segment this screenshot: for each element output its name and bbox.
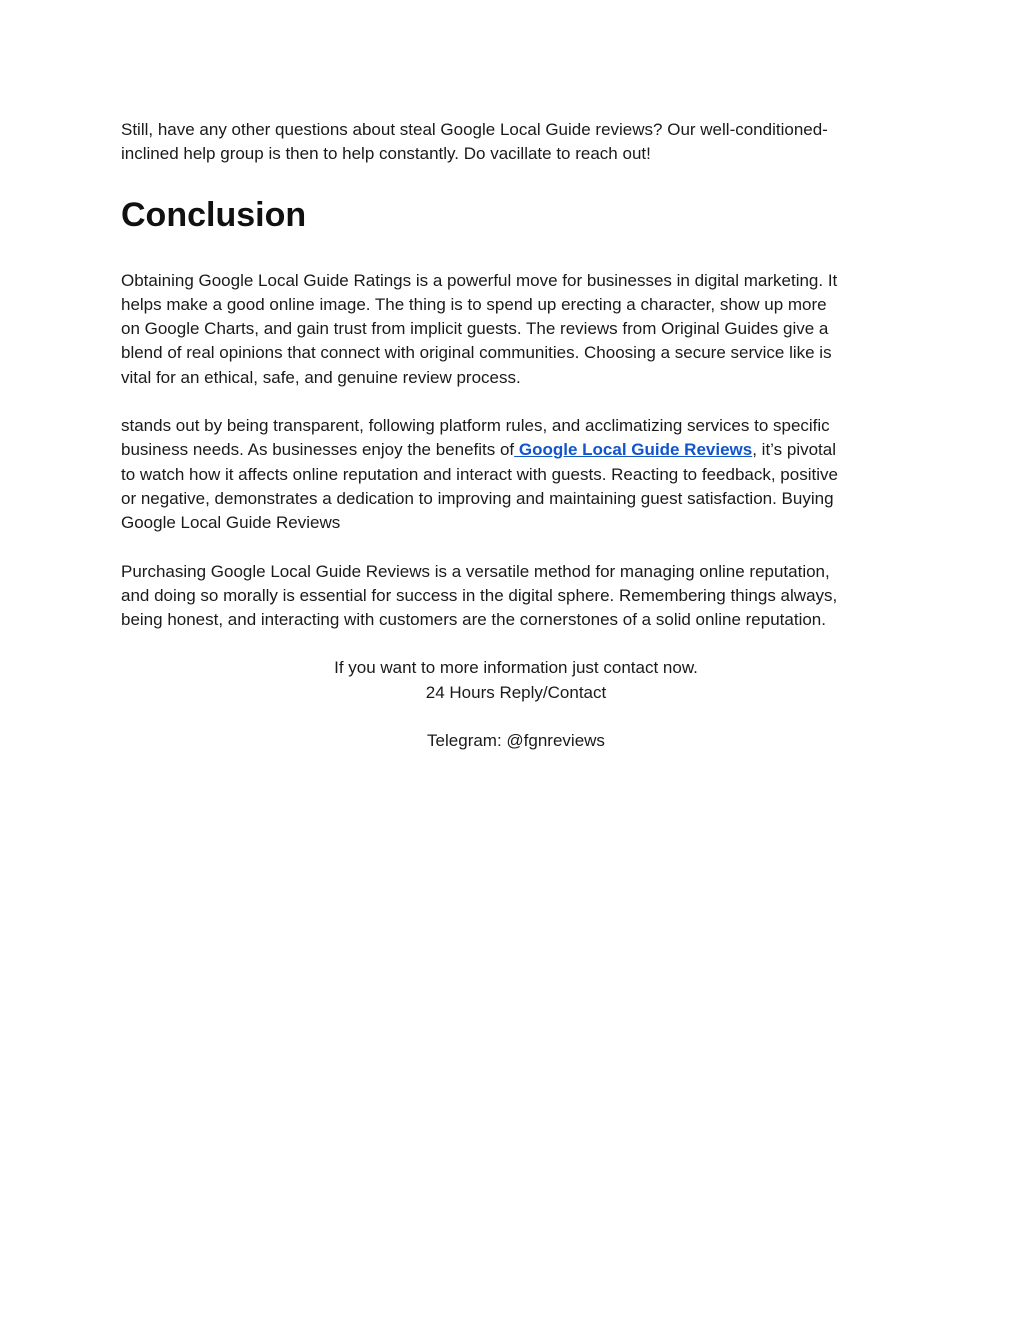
document-page xyxy=(121,118,911,753)
contact-block xyxy=(121,656,911,753)
contact-line-2: 24 Hours Reply/Contact xyxy=(425,682,607,702)
conclusion-paragraph-2 xyxy=(121,414,911,535)
google-local-guide-reviews-link[interactable]: Google Local Guide Reviews xyxy=(514,440,753,460)
telegram-contact: Telegram: @fgnreviews xyxy=(427,731,605,751)
contact-line-1: If you want to more information just contact now. xyxy=(334,658,698,678)
section-heading: Conclusion xyxy=(121,195,307,234)
paragraph-2-text-after-link: , it’s pivotal to watch how it affects online reputation and interact with guests. Reacting to feedback, positive or negative, demonstrates a dedication to improving and maintaining guest satisfaction. Buying Google Local Guide Reviews xyxy=(121,440,838,533)
conclusion-paragraph-3: Purchasing Google Local Guide Reviews is a versatile method for managing online reputation, and doing so morally is essential for success in the digital sphere. Remembering things always, being honest, and interacting with customers are the cornerstones of a solid online reputation. xyxy=(121,561,838,630)
paragraph-2-text-before-link: stands out by being transparent, following platform rules, and acclimatizing services to specific business needs. As businesses enjoy the benefits of xyxy=(121,416,830,460)
intro-paragraph: Still, have any other questions about steal Google Local Guide reviews? Our well-conditioned- inclined help group is then to help constantly. Do vacillate to reach out! xyxy=(121,120,828,164)
conclusion-paragraph-1: Obtaining Google Local Guide Ratings is a powerful move for businesses in digital marketing. It helps make a good online image. The thing is to spend up erecting a character, show up more on Google Charts, and gain trust from implicit guests. The reviews from Original Guides give a blend of real opinions that connect with original communities. Choosing a secure service like is vital for an ethical, safe, and genuine review process. xyxy=(121,270,838,387)
